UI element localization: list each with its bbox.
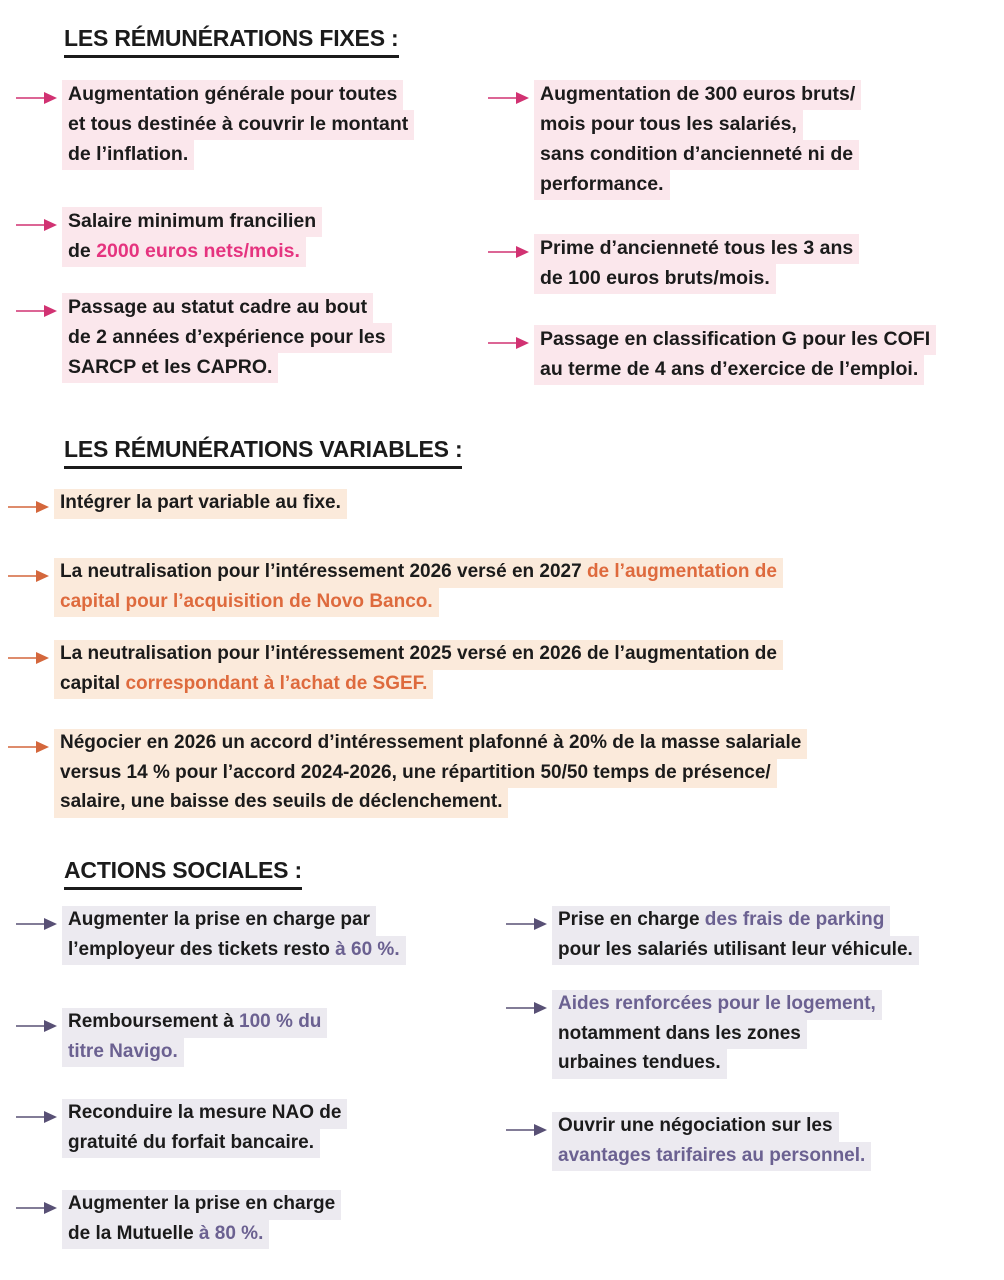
section-heading-remunerations-fixes: LES RÉMUNÉRATIONS FIXES : <box>64 26 399 58</box>
text-line <box>62 237 306 267</box>
text-line: Négocier en 2026 un accord d’intéressement plafonné à 20% de la masse salariale <box>54 729 807 759</box>
text-line: de 100 euros bruts/mois. <box>534 264 776 294</box>
item-aides-logement <box>506 990 998 1079</box>
text-fragment-accent: 2000 euros nets/mois. <box>96 240 300 263</box>
item-text-block <box>552 906 998 965</box>
text-line: titre Navigo. <box>62 1038 184 1068</box>
text-fragment: La neutralisation pour l’intéressement 2026 versé en 2027 <box>60 561 587 582</box>
text-fragment: de <box>68 240 97 263</box>
text-line: Ouvrir une négociation sur les <box>552 1112 839 1142</box>
item-text-block <box>54 640 988 699</box>
item-avantages-tarifaires <box>506 1112 998 1171</box>
text-line: Intégrer la part variable au fixe. <box>54 489 347 519</box>
text-line: mois pour tous les salariés, <box>534 110 803 140</box>
item-classification-g-cofi <box>488 325 998 385</box>
text-line: avantages tarifaires au personnel. <box>552 1142 871 1172</box>
item-augmentation-300-euros <box>488 80 998 200</box>
item-text-block <box>62 1008 486 1067</box>
text-fragment: Remboursement à <box>68 1011 240 1032</box>
item-text-block <box>62 906 486 965</box>
section-heading-actions-sociales: ACTIONS SOCIALES : <box>64 858 302 890</box>
text-line: La neutralisation pour l’intéressement 2025 versé en 2026 de l’augmentation de <box>54 640 783 670</box>
text-line: Passage en classification G pour les COFI <box>534 325 936 355</box>
text-fragment-accent: de l’augmentation de <box>586 561 777 582</box>
text-line: Augmenter la prise en charge par <box>62 906 376 936</box>
text-line <box>62 936 406 966</box>
text-line: Passage au statut cadre au bout <box>62 293 373 323</box>
item-titre-navigo <box>16 1008 486 1067</box>
text-line <box>54 558 783 588</box>
item-text-block <box>62 293 486 383</box>
text-fragment-accent: à 80 %. <box>198 1222 264 1244</box>
item-text-block <box>62 1099 486 1158</box>
arrow-icon-pink <box>16 80 62 107</box>
text-line: sans condition d’ancienneté ni de <box>534 140 859 170</box>
text-fragment: Prise en charge <box>558 909 705 930</box>
arrow-icon-peach <box>8 558 54 585</box>
text-line: SARCP et les CAPRO. <box>62 353 278 383</box>
item-text-block <box>534 80 998 200</box>
item-prime-anciennete <box>488 234 998 294</box>
text-line: urbaines tendues. <box>552 1049 727 1079</box>
section-heading-remunerations-variables: LES RÉMUNÉRATIONS VARIABLES : <box>64 437 462 469</box>
item-forfait-bancaire <box>16 1099 486 1158</box>
arrow-icon-lavender <box>506 906 552 933</box>
item-integrer-part-variable <box>8 489 988 519</box>
item-text-block <box>54 729 988 818</box>
arrow-icon-lavender <box>16 906 62 933</box>
text-fragment-accent: à 60 %. <box>335 938 400 960</box>
text-line: salaire, une baisse des seuils de déclenchement. <box>54 788 508 818</box>
text-line <box>54 670 433 700</box>
text-line: gratuité du forfait bancaire. <box>62 1129 320 1159</box>
item-text-block <box>552 990 998 1079</box>
item-frais-parking <box>506 906 998 965</box>
item-text-block <box>534 325 998 385</box>
text-fragment-accent: 100 % du <box>239 1011 322 1032</box>
item-text-block <box>54 558 988 617</box>
text-line <box>552 906 890 936</box>
text-line: versus 14 % pour l’accord 2024-2026, une répartition 50/50 temps de présence/ <box>54 759 777 789</box>
arrow-icon-lavender <box>16 1099 62 1126</box>
arrow-icon-pink <box>488 234 534 261</box>
text-line: de 2 années d’expérience pour les <box>62 323 392 353</box>
text-line: Aides renforcées pour le logement, <box>552 990 882 1020</box>
text-line <box>62 1220 269 1250</box>
arrow-icon-lavender <box>506 1112 552 1139</box>
text-fragment: capital <box>60 672 126 694</box>
item-text-block <box>534 234 998 294</box>
arrow-icon-pink <box>16 207 62 234</box>
text-fragment: l’employeur des tickets resto <box>68 938 336 960</box>
text-fragment: de la Mutuelle <box>68 1222 199 1244</box>
text-line: capital pour l’acquisition de Novo Banco. <box>54 588 439 618</box>
text-line: Augmenter la prise en charge <box>62 1190 341 1220</box>
item-text-block <box>62 207 486 267</box>
item-neutralisation-2025-sgef <box>8 640 988 699</box>
item-neutralisation-2026-novo-banco <box>8 558 988 617</box>
arrow-icon-peach <box>8 640 54 667</box>
arrow-icon-pink <box>16 293 62 320</box>
text-line: notamment dans les zones <box>552 1020 807 1050</box>
item-mutuelle <box>16 1190 486 1249</box>
item-text-block <box>62 80 486 170</box>
text-line: pour les salariés utilisant leur véhicule. <box>552 936 919 966</box>
text-line: de l’inflation. <box>62 140 194 170</box>
text-fragment-accent: des frais de parking <box>704 909 885 930</box>
text-fragment-accent: correspondant à l’achat de SGEF. <box>125 672 428 694</box>
text-line: et tous destinée à couvrir le montant <box>62 110 414 140</box>
text-line: au terme de 4 ans d’exercice de l’emploi. <box>534 355 924 385</box>
arrow-icon-peach <box>8 729 54 756</box>
arrow-icon-peach <box>8 489 54 516</box>
item-text-block <box>552 1112 998 1171</box>
item-tickets-resto <box>16 906 486 965</box>
arrow-icon-lavender <box>506 990 552 1017</box>
text-line: Augmentation générale pour toutes <box>62 80 403 110</box>
text-line: Salaire minimum francilien <box>62 207 322 237</box>
item-passage-statut-cadre <box>16 293 486 383</box>
text-line: Prime d’ancienneté tous les 3 ans <box>534 234 859 264</box>
text-line: performance. <box>534 170 670 200</box>
arrow-icon-lavender <box>16 1008 62 1035</box>
arrow-icon-pink <box>488 325 534 352</box>
item-salaire-minimum-francilien <box>16 207 486 267</box>
item-negocier-accord-interessement <box>8 729 988 818</box>
text-line: Augmentation de 300 euros bruts/ <box>534 80 861 110</box>
arrow-icon-lavender <box>16 1190 62 1217</box>
item-text-block <box>62 1190 486 1249</box>
arrow-icon-pink <box>488 80 534 107</box>
item-text-block <box>54 489 988 519</box>
text-line <box>62 1008 327 1038</box>
text-line: Reconduire la mesure NAO de <box>62 1099 347 1129</box>
item-augmentation-generale <box>16 80 486 170</box>
